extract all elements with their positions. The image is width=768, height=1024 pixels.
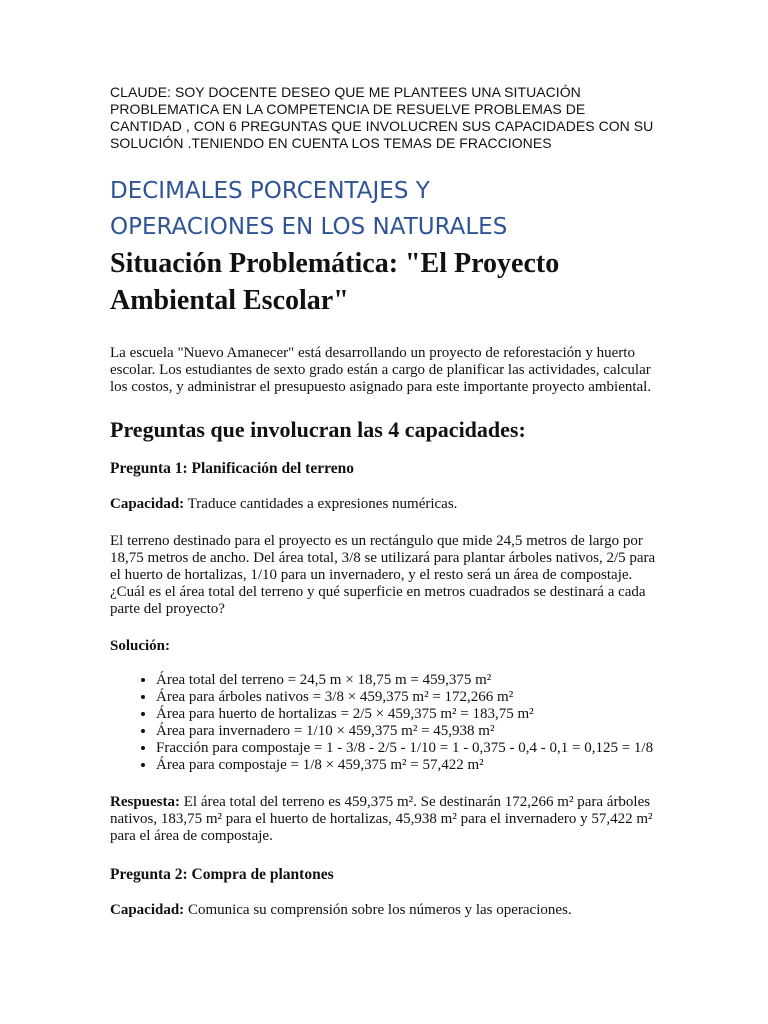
capacity-label: Capacidad: (110, 902, 185, 918)
list-item: • Área total del terreno = 24,5 m × 18,75 m = 459,375 m² (156, 672, 658, 689)
capacity-text: Comunica su comprensión sobre los números y las operaciones. (184, 902, 572, 918)
question-1-answer (110, 794, 658, 845)
question-1-heading: Pregunta 1: Planificación del terreno (110, 460, 354, 477)
prompt-text: CLAUDE: SOY DOCENTE DESEO QUE ME PLANTEES UNA SITUACIÓN PROBLEMATICA EN LA COMPETENCIA DE RESUELVE PROBLEMAS DE CANTIDAD , CON 6 PREGUNTAS QUE INVOLUCREN SUS CAPACIDADES CON SU SOLUCIÓN .TENIENDO EN CUENTA LOS TEMAS DE FRACCIONES (110, 84, 654, 151)
document-page (110, 84, 658, 939)
topic-heading (110, 173, 658, 245)
intro-paragraph: La escuela "Nuevo Amanecer" está desarrollando un proyecto de reforestación y huerto escolar. Los estudiantes de sexto grado están a cargo de planificar las actividades, calcular los costos, y administrar el presupuesto asignado para este importante proyecto ambiental. (110, 345, 652, 395)
capacity-text: Traduce cantidades a expresiones numéricas. (184, 496, 458, 512)
list-item: • Área para invernadero = 1/10 × 459,375 m² = 45,938 m² (156, 723, 658, 740)
topic-heading-line1: DECIMALES PORCENTAJES Y (110, 178, 430, 204)
list-item: • Área para compostaje = 1/8 × 459,375 m² = 57,422 m² (156, 757, 658, 774)
question-1-capacity (110, 496, 658, 513)
topic-heading-line2: OPERACIONES EN LOS NATURALES (110, 214, 508, 240)
capacity-label: Capacidad: (110, 496, 185, 512)
document-title: Situación Problemática: "El Proyecto Ambiental Escolar" (110, 248, 560, 316)
question-2-heading: Pregunta 2: Compra de plantones (110, 866, 334, 883)
answer-label: Respuesta: (110, 794, 180, 810)
list-item: • Área para huerto de hortalizas = 2/5 × 459,375 m² = 183,75 m² (156, 706, 658, 723)
question-2-capacity (110, 902, 658, 919)
list-item: • Área para árboles nativos = 3/8 × 459,375 m² = 172,266 m² (156, 689, 658, 706)
question-1-statement: El terreno destinado para el proyecto es un rectángulo que mide 24,5 metros de largo por 18,75 metros de ancho. Del área total, 3/8 se utilizará para plantar árboles nativos, 2/5 para el huerto de hortalizas, 1/10 para un invernadero, y el resto será un área de compostaje. ¿Cuál es el área total del terreno y qué superficie en metros cuadrados se destinará a cada parte del proyecto? (110, 533, 656, 617)
solution-list (110, 672, 658, 774)
list-item: • Fracción para compostaje = 1 - 3/8 - 2/5 - 1/10 = 1 - 0,375 - 0,4 - 0,1 = 0,125 = 1/8 (156, 740, 658, 757)
answer-text: El área total del terreno es 459,375 m². Se destinarán 172,266 m² para árboles nativos, 183,75 m² para el huerto de hortalizas, 45,938 m² para el invernadero y 57,422 m² para el área de compostaje. (110, 794, 653, 844)
questions-heading: Preguntas que involucran las 4 capacidades: (110, 417, 526, 442)
solution-label: Solución: (110, 638, 171, 654)
